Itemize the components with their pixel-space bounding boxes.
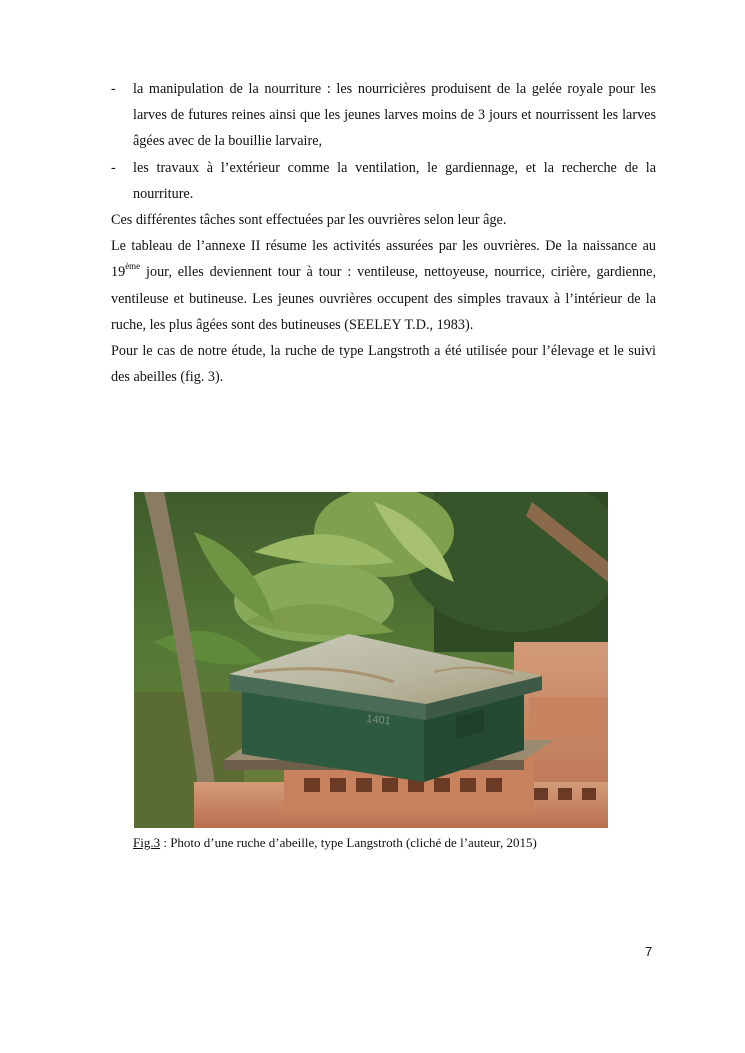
caption-text: : Photo d’une ruche d’abeille, type Langstroth (cliché de l’auteur, 2015) [160,835,537,850]
bullet-dash: - [111,81,116,97]
bullet-item [111,76,656,155]
figure-caption [133,835,537,851]
bullet-text: les travaux à l’extérieur comme la ventilation, le gardiennage, et la recherche de la nourriture. [133,159,656,202]
paragraph-text: Le tableau de l’annexe II résume les activités assurées par les ouvrières. De la naissance au 19 [111,238,656,281]
paragraph [111,233,656,338]
figure-reference: Fig.3 [133,835,161,850]
bullet-item [111,155,656,207]
ordinal-superscript: ème [125,261,141,272]
bullet-dash: - [111,159,116,176]
bullet-text: la manipulation de la nourriture : les nourricières produisent de la gelée royale pour les larves de futures reines ainsi que les jeunes larves moins de 3 jours et nourrissent les larves âgées avec de la bouillie larvaire, [133,81,656,150]
page-number: 7 [645,944,653,959]
beehive-photo [134,492,608,828]
paragraph: Pour le cas de notre étude, la ruche de type Langstroth a été utilisée pour l’élevage et le suivi des abeilles (fig. 3). [111,343,656,386]
paragraph: Ces différentes tâches sont effectuées par les ouvrières selon leur âge. [111,212,507,229]
body-text [111,76,656,390]
hive-marking: 1401 [365,713,392,728]
paragraph-text: jour, elles deviennent tour à tour : ventileuse, nettoyeuse, nourrice, cirière, gardienne, ventileuse et butineuse. Les jeunes ouvrières occupent des simples travaux à l’intérieur de la ruche, les plus âgées sont des butineuses (SEELEY T.D., 1983). [111,264,656,333]
